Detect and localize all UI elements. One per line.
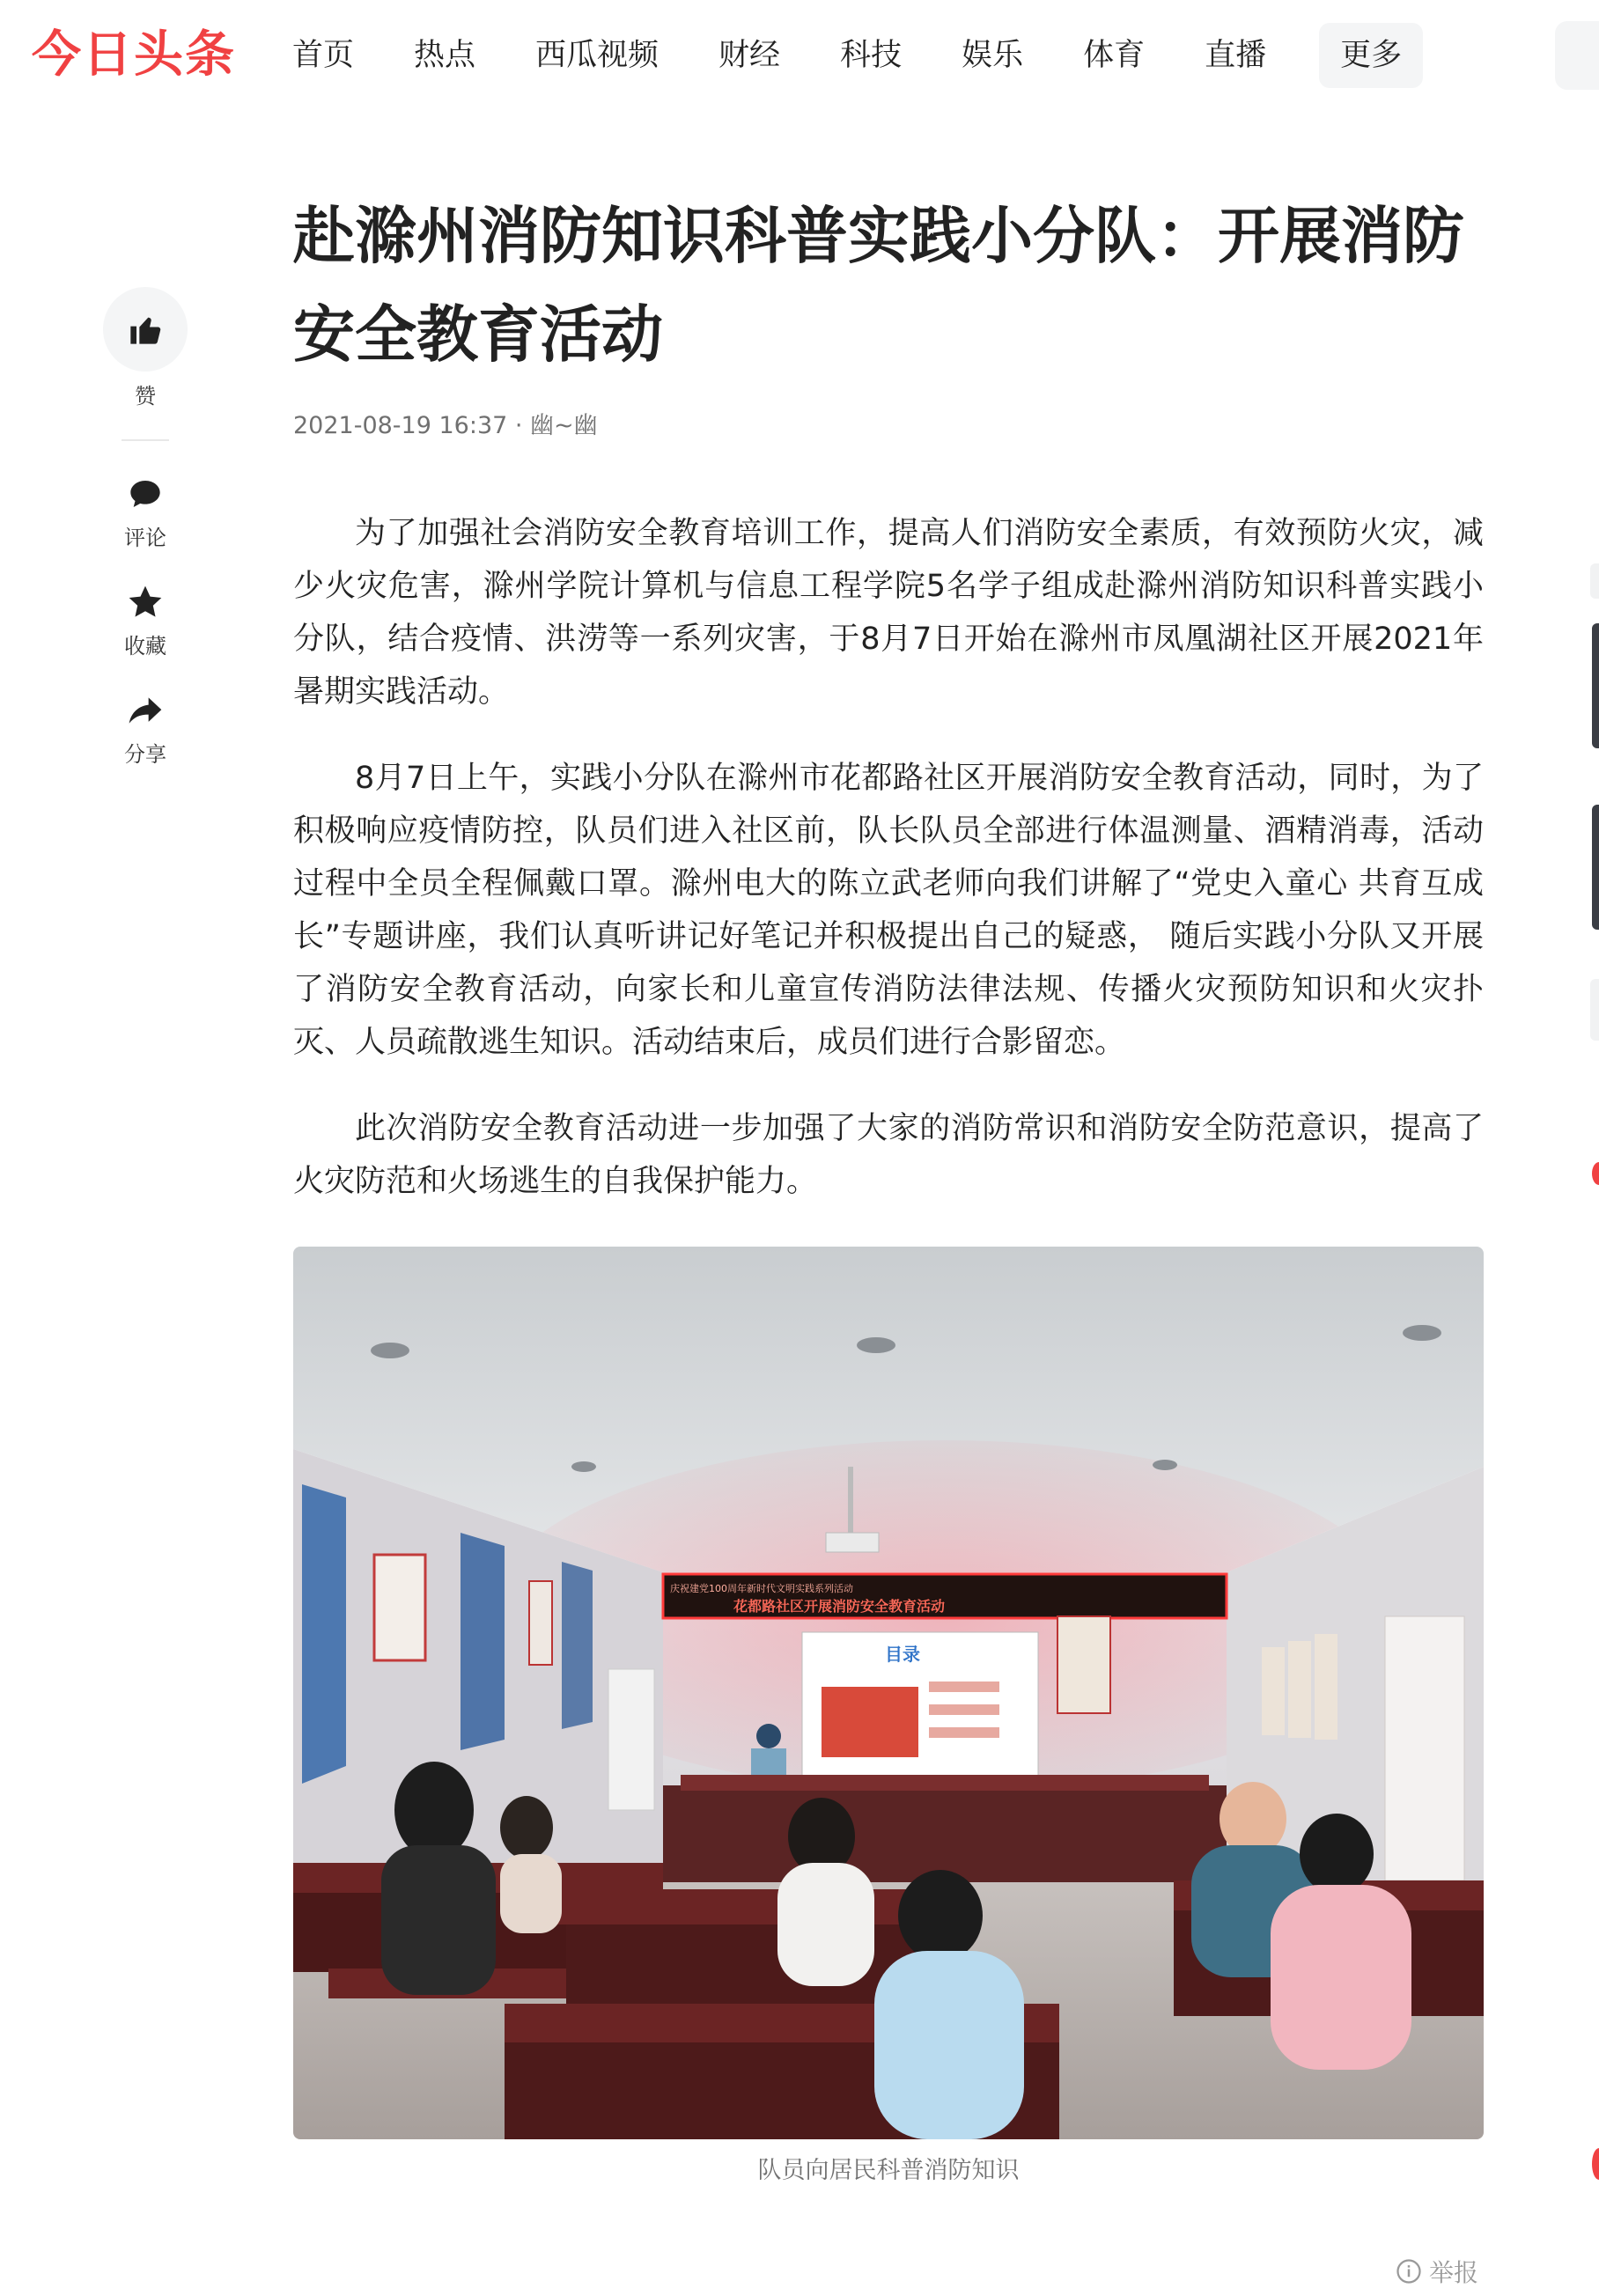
nav-item-hot[interactable]: 热点 (414, 38, 476, 73)
rail-divider (122, 439, 169, 441)
comment-button[interactable] (104, 475, 187, 551)
like-button[interactable] (104, 287, 187, 409)
report-button[interactable] (1396, 2254, 1478, 2289)
article-paragraph: 8月7日上午，实践小分队在滁州市花都路社区开展消防安全教育活动，同时，为了积极响应疫情防控，队员们进入社区前，队长队员全部进行体温测量、酒精消毒，活动过程中全员全程佩戴口罩。滁州电大的陈立武老师向我们讲解了“党史入童心 共育互成长”专题讲座，我们认真听讲记好笔记并积极提出自己的疑惑， 随后实践小分队又开展了消防安全教育活动，向家长和儿童宣传消防法律法规、传播火灾预防知识和火灾扑灭、人员疏散逃生知识。活动结束后，成员们进行合影留恋。 (293, 761, 1484, 1060)
comment-label: 评论 (124, 526, 166, 550)
report-label: 举报 (1429, 2258, 1479, 2287)
sidebar-edge (1590, 563, 1599, 599)
nav-item-sports[interactable]: 体育 (1083, 38, 1146, 73)
sidebar-red-dot (1592, 2148, 1599, 2180)
star-icon (126, 583, 165, 622)
sidebar-thumbnail-edge[interactable] (1592, 805, 1599, 930)
article-paragraph: 此次消防安全教育活动进一步加强了大家的消防常识和消防安全防范意识，提高了火灾防范和火场逃生的自我保护能力。 (293, 1111, 1484, 1199)
classroom-photo-illustration (293, 1247, 1484, 2139)
favorite-button[interactable] (104, 583, 187, 659)
top-nav (0, 0, 1599, 114)
sidebar-red-dot (1592, 1162, 1599, 1185)
share-button[interactable] (104, 691, 187, 768)
nav-item-live[interactable]: 直播 (1205, 38, 1267, 73)
favorite-label: 收藏 (124, 634, 166, 659)
sidebar-thumbnail-edge[interactable] (1592, 623, 1599, 748)
like-label: 赞 (135, 384, 156, 408)
nav-item-home[interactable]: 首页 (292, 38, 355, 73)
nav-more-button[interactable]: 更多 (1319, 23, 1423, 88)
photo-caption: 队员向居民科普消防知识 (757, 2157, 1020, 2184)
share-label: 分享 (124, 742, 166, 767)
led-banner-top: 庆祝建党100周年新时代文明实践系列活动 (670, 1583, 853, 1594)
share-arrow-icon (126, 691, 165, 730)
nav-item-tech[interactable]: 科技 (840, 38, 903, 73)
article-paragraph: 为了加强社会消防安全教育培训工作，提高人们消防安全素质，有效预防火灾，减少火灾危害，滁州学院计算机与信息工程学院5名学子组成赴滁州消防知识科普实践小分队，结合疫情、洪涝等一系列灾害，于8月7日开始在滁州市凤凰湖社区开展2021年暑期实践活动。 (293, 516, 1484, 710)
screen-title: 目录 (885, 1644, 920, 1665)
search-box-edge[interactable] (1555, 21, 1599, 90)
led-banner-main: 花都路社区开展消防安全教育活动 (733, 1598, 946, 1615)
comment-icon (128, 476, 163, 511)
thumbs-up-icon (128, 312, 163, 347)
action-rail (104, 287, 187, 799)
like-icon-wrap (103, 287, 188, 372)
article-meta: 2021-08-19 16:37 · 幽~幽 (293, 412, 598, 439)
nav-item-finance[interactable]: 财经 (718, 38, 781, 73)
toutiao-logo[interactable]: 今日头条 (32, 26, 236, 84)
channel-nav (292, 23, 1423, 88)
nav-item-ixigua[interactable]: 西瓜视频 (535, 38, 659, 73)
article-body (293, 507, 1484, 1241)
info-circle-icon (1396, 2258, 1422, 2285)
article-photo[interactable] (293, 1247, 1484, 2139)
nav-item-entertainment[interactable]: 娱乐 (962, 38, 1024, 73)
article-title: 赴滁州消防知识科普实践小分队：开展消防安全教育活动 (293, 200, 1464, 371)
sidebar-edge (1590, 979, 1599, 1041)
